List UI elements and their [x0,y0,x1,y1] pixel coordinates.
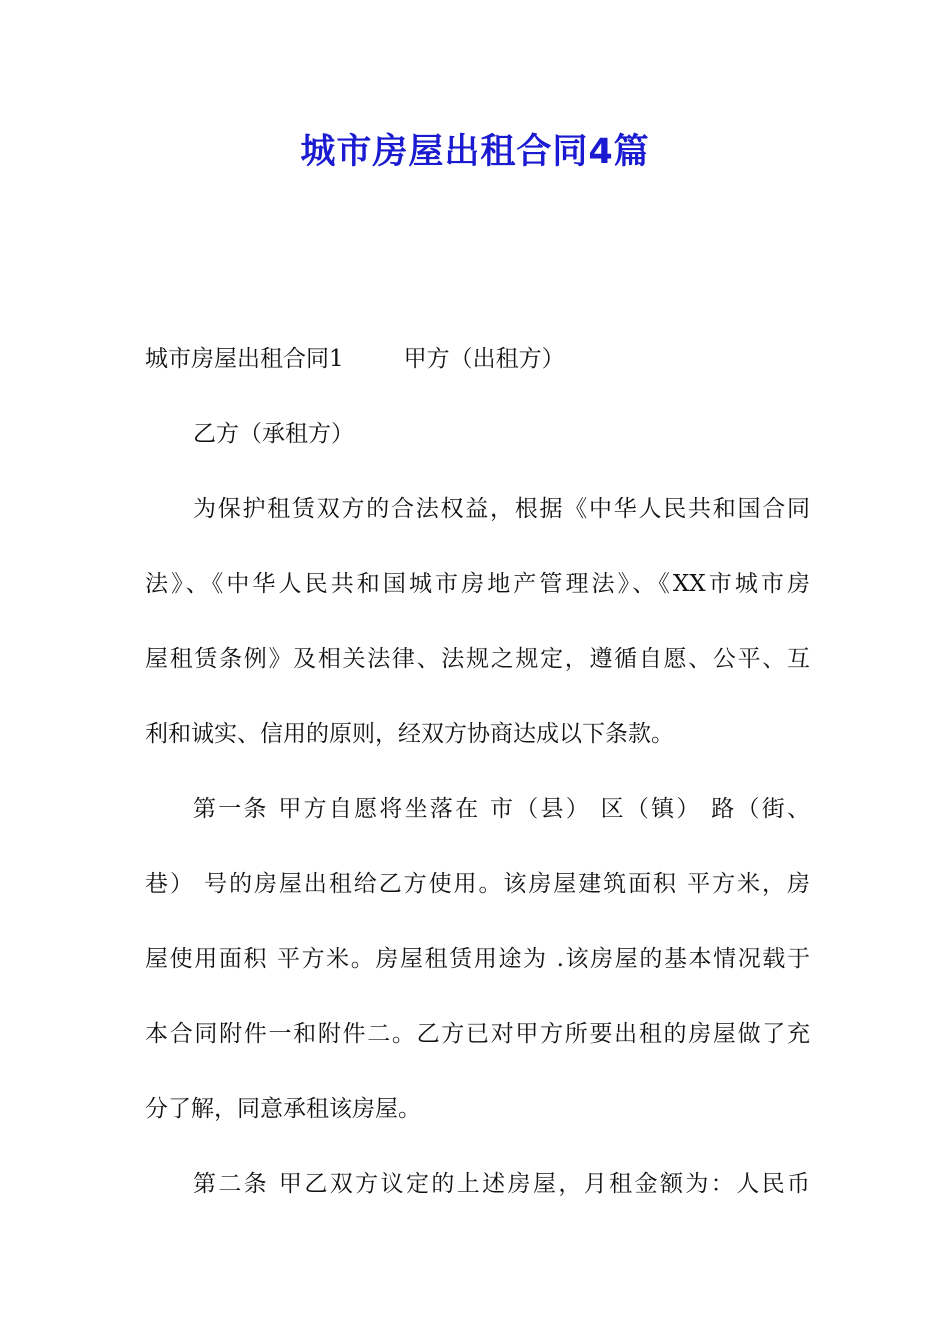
party-b-label: 乙方（承租方） [193,421,354,447]
contract-heading-line [145,322,810,397]
party-a-label: 甲方（出租方） [403,346,565,372]
paragraph-line: 分了解，同意承租该房屋。 [145,1096,421,1122]
paragraph-line: 利和诚实、信用的原则，经双方协商达成以下条款。 [145,721,674,747]
paragraph-line: 本合同附件一和附件二。乙方已对甲方所要出租的房屋做了充 [145,1021,810,1047]
paragraph-line: 第一条 甲方自愿将坐落在 市（县） 区（镇） 路（街、 [193,796,810,822]
paragraph-line: 第二条 甲乙双方议定的上述房屋，月租金额为：人民币 [193,1171,810,1197]
paragraph-line: 为保护租赁双方的合法权益，根据《中华人民共和国合同 [193,496,810,522]
document-body [145,322,810,1222]
paragraph-line: 屋使用面积 平方米。房屋租赁用途为 .该房屋的基本情况载于 [145,946,810,972]
paragraph-line: 巷） 号的房屋出租给乙方使用。该房屋建筑面积 平方米，房 [145,871,810,897]
contract-heading: 城市房屋出租合同1 [145,346,344,372]
party-b-line [145,397,810,472]
paragraph-line: 屋租赁条例》及相关法律、法规之规定，遵循自愿、公平、互 [145,646,810,672]
document-title: 城市房屋出租合同4篇 [300,132,650,172]
paragraph-line: 法》、《中华人民共和国城市房地产管理法》、《XX市城市房 [145,571,810,597]
